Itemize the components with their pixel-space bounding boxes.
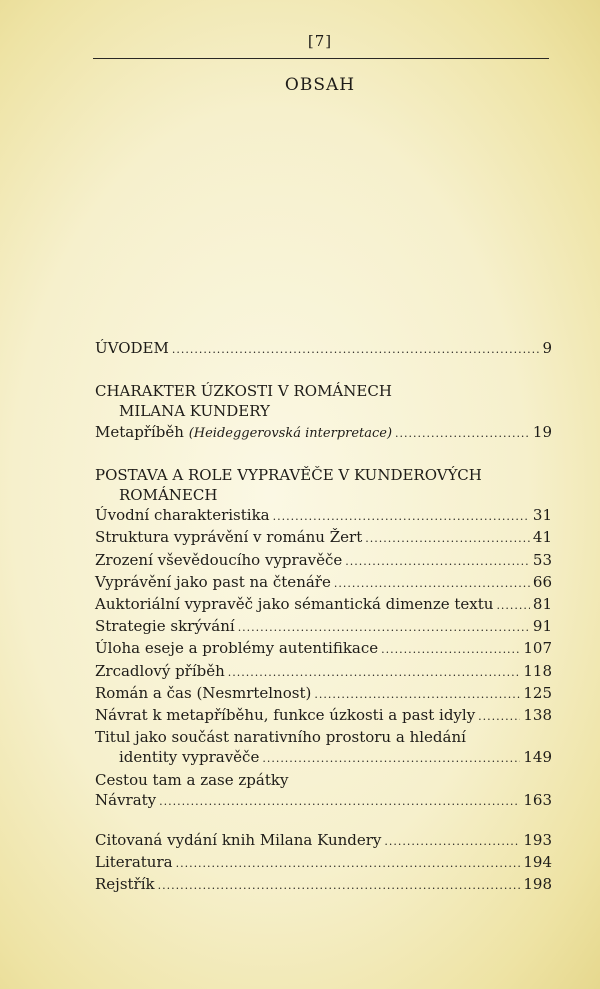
dot-leader (273, 507, 530, 527)
toc-entry[interactable] (95, 852, 552, 874)
page-title: OBSAH (284, 75, 356, 95)
toc-entry[interactable] (95, 638, 552, 660)
dot-leader (172, 340, 540, 360)
dot-leader (158, 876, 521, 896)
toc-entry-title: Úvodní charakteristika (95, 506, 270, 525)
toc-entry-title: Rejstřík (95, 875, 155, 894)
dot-leader (262, 749, 520, 769)
toc-entry-title: Struktura vyprávění v románu Žert (95, 528, 363, 547)
toc-entry-title-line[interactable]: Titul jako součást narativního prostoru a hledání (95, 728, 466, 747)
toc-entry-title-line[interactable]: Cestou tam a zase zpátky (95, 770, 289, 789)
toc-entry-page: 19 (532, 422, 552, 441)
toc-entry-page: 125 (523, 683, 552, 702)
toc-entry-title: Román a čas (Nesmrtelnost) (95, 683, 312, 702)
page-number: [7] (307, 32, 333, 50)
toc-entry-page: 198 (523, 875, 552, 894)
part-heading: POSTAVA A ROLE VYPRAVĚČE V KUNDEROVÝCH (95, 465, 482, 484)
toc-entry-page: 81 (532, 595, 552, 614)
part-heading-cont: MILANA KUNDERY (119, 402, 270, 421)
dot-leader (496, 596, 529, 616)
dot-leader (365, 529, 530, 549)
dot-leader (384, 832, 520, 852)
toc-entry[interactable] (95, 422, 552, 444)
toc-entry-page: 91 (532, 617, 552, 636)
toc-entry[interactable] (95, 705, 552, 727)
toc-entry-page: 66 (532, 572, 552, 591)
dot-leader (176, 854, 521, 874)
toc-entry[interactable] (95, 661, 552, 683)
dot-leader (314, 685, 520, 705)
toc-entry-title: Vyprávění jako past na čtenáře (95, 572, 331, 591)
toc-entry[interactable] (95, 505, 552, 527)
toc-entry-title: Metapříběh (95, 422, 189, 441)
dot-leader (381, 640, 520, 660)
toc-entry-title: Strategie skrývání (95, 617, 235, 636)
toc-entry[interactable] (95, 594, 552, 616)
toc-entry-page: 53 (532, 550, 552, 569)
toc-entry-title: Auktoriální vypravěč jako sémantická dimenze textu (95, 595, 494, 614)
toc-entry[interactable] (95, 683, 552, 705)
toc-entry-title: Úloha eseje a problémy autentifikace (95, 639, 379, 658)
toc-entry-title: Návraty (95, 790, 157, 809)
dot-leader (238, 618, 530, 638)
toc-entry-title: identity vypravěče (119, 748, 260, 767)
toc-entry-page: 138 (523, 706, 552, 725)
dot-leader (228, 663, 521, 683)
toc-entry-page: 31 (532, 506, 552, 525)
toc-entry-title: Literatura (95, 853, 173, 872)
dot-leader (334, 574, 530, 594)
toc-entry[interactable] (95, 572, 552, 594)
dot-leader (395, 424, 530, 444)
toc-entry-title: Zrcadlový příběh (95, 661, 225, 680)
toc-entry-subtitle: (Heideggerovská interpretace) (188, 425, 393, 441)
toc-entry[interactable] (95, 874, 552, 896)
toc-entry-page: 163 (523, 790, 552, 809)
toc-entry[interactable] (95, 550, 552, 572)
toc-entry-title: ÚVODEM (95, 339, 169, 357)
toc-entry-page: 118 (523, 661, 552, 680)
toc-entry[interactable] (95, 616, 552, 638)
toc-entry-page: 41 (532, 528, 552, 547)
toc-entry-title: Citovaná vydání knih Milana Kundery (95, 831, 382, 850)
part-heading: CHARAKTER ÚZKOSTI V ROMÁNECH (95, 382, 392, 401)
dot-leader (159, 792, 520, 812)
toc-entry-page: 193 (523, 831, 552, 850)
toc-entry[interactable] (95, 527, 552, 549)
toc-entry[interactable] (95, 747, 552, 769)
toc-entry-page: 107 (523, 639, 552, 658)
toc-entry-page: 149 (523, 748, 552, 767)
header-rule (93, 58, 549, 59)
toc-entry-uvodem[interactable] (95, 338, 552, 360)
dot-leader (345, 552, 530, 572)
dot-leader (478, 707, 520, 727)
part-heading-cont: ROMÁNECH (119, 486, 218, 505)
toc-entry[interactable] (95, 790, 552, 812)
toc-entry-title: Zrození vševědoucího vypravěče (95, 550, 343, 569)
toc-entry-page: 9 (542, 339, 552, 357)
toc-entry-page: 194 (523, 853, 552, 872)
toc-entry-title: Návrat k metapříběhu, funkce úzkosti a past idyly (95, 706, 476, 725)
toc-entry[interactable] (95, 830, 552, 852)
table-of-contents (95, 338, 552, 897)
